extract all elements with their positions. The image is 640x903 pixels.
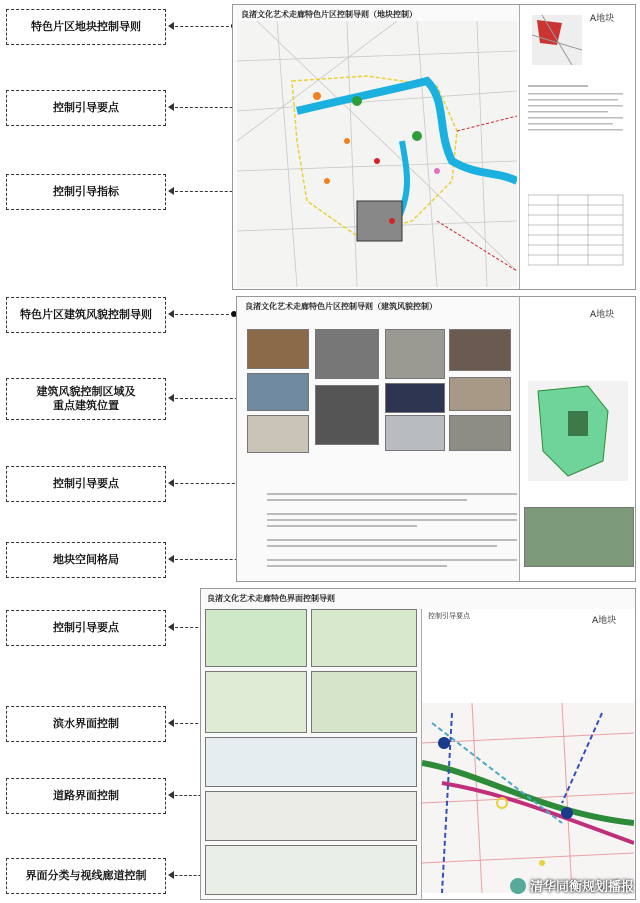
photo-8 bbox=[385, 415, 445, 451]
label-control-index: 控制引导指标 bbox=[6, 174, 166, 210]
watermark bbox=[510, 876, 634, 895]
arrow-4 bbox=[170, 314, 234, 315]
label-style-area: 建筑风貌控制区域及 重点建筑位置 bbox=[6, 378, 166, 420]
sheet-1-sidebar bbox=[519, 5, 636, 289]
photo-6 bbox=[385, 329, 445, 379]
label-spatial-pattern: 地块空间格局 bbox=[6, 542, 166, 578]
label-control-points-2: 控制引导要点 bbox=[6, 466, 166, 502]
label-control-points-3: 控制引导要点 bbox=[6, 610, 166, 646]
photo-9 bbox=[449, 329, 511, 371]
sheet-land-control bbox=[232, 4, 636, 290]
photo-3 bbox=[247, 415, 309, 453]
label-control-points-1: 控制引导要点 bbox=[6, 90, 166, 126]
block-name-1: A地块 bbox=[590, 14, 615, 24]
photo-10 bbox=[449, 377, 511, 411]
sheet-2-sidebar bbox=[519, 297, 636, 581]
watermark-text: 清华同衡规划播报 bbox=[529, 880, 634, 895]
label-interface-sightline: 界面分类与视线廊道控制 bbox=[6, 858, 166, 894]
land-control-map bbox=[237, 21, 517, 287]
sheet-1-title: 良渚文化艺术走廊特色片区控制导则（地块控制） bbox=[241, 10, 417, 19]
style-area-map bbox=[528, 381, 628, 481]
photo-11 bbox=[449, 415, 511, 451]
sheet-style-control bbox=[236, 296, 636, 582]
label-road-interface: 道路界面控制 bbox=[6, 778, 166, 814]
photo-5 bbox=[315, 385, 379, 445]
sheet-2-title: 良渚文化艺术走廊特色片区控制导则（建筑风貌控制） bbox=[245, 302, 437, 311]
photo-4 bbox=[315, 329, 379, 379]
wechat-icon bbox=[510, 878, 526, 894]
waterfront-sections bbox=[205, 609, 417, 899]
sheet-3-sidebar bbox=[421, 609, 636, 899]
label-style-control: 特色片区建筑风貌控制导则 bbox=[6, 297, 166, 333]
block-name-2: A地块 bbox=[590, 310, 615, 320]
arrow-6 bbox=[170, 483, 240, 484]
label-waterfront: 滨水界面控制 bbox=[6, 706, 166, 742]
interface-map bbox=[422, 703, 634, 893]
aerial-render bbox=[524, 507, 634, 567]
sheet-3-title: 良渚文化艺术走廊特色界面控制导则 bbox=[207, 594, 335, 603]
label-land-control: 特色片区地块控制导则 bbox=[6, 9, 166, 45]
photo-2 bbox=[247, 373, 309, 411]
arrow-1 bbox=[170, 26, 234, 27]
locator-map-1 bbox=[532, 15, 582, 65]
photo-7 bbox=[385, 383, 445, 413]
index-table-1 bbox=[528, 85, 628, 275]
sheet-3-subtitle: 控制引导要点 bbox=[428, 612, 470, 620]
photo-1 bbox=[247, 329, 309, 369]
block-name-3: A地块 bbox=[592, 616, 617, 626]
sheet-interface-control bbox=[200, 588, 636, 900]
text-block-2 bbox=[247, 475, 517, 575]
